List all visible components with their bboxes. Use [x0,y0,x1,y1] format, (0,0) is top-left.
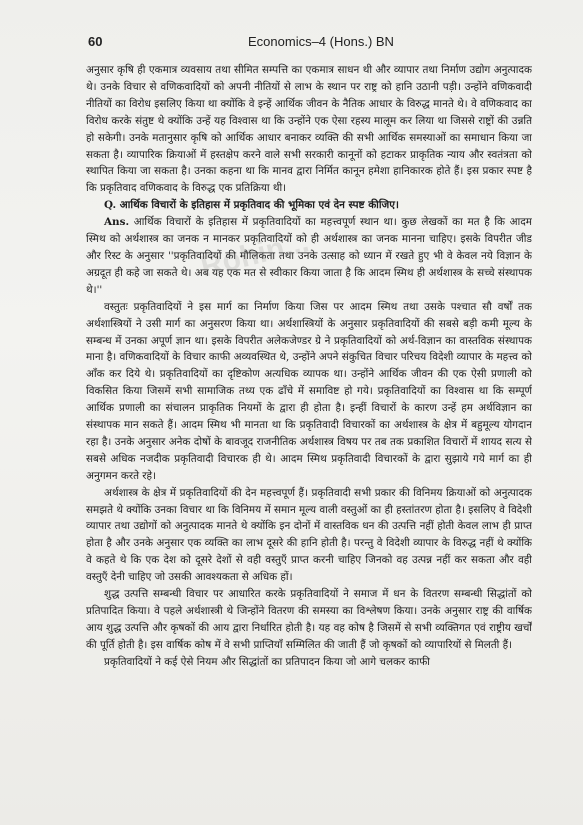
answer-text: आर्थिक विचारों के इतिहास में प्रकृतिवादियों का महत्त्वपूर्ण स्थान था। कुछ लेखकों का मत है कि आदम स्मिथ को अर्थशास्त्र का जनक न मानकर प्रकृतिवादियों को ही अर्थशास्त्र का जनक मानना चाहिए। इसके विपरीत जीड और रिस्ट के अनुसार ''प्रकृतिवादियों की मौलिकता तथा उनके उत्साह को ध्यान में रखते हुए भी वे केवल नये विज्ञान के अग्रदूत ही कहे जा सकते थे। अब यह एक मत से स्वीकार किया जाता है कि आदम स्मिथ ही अर्थशास्त्र के सच्चे संस्थापक थे।'' [86,216,532,296]
paragraph-distribution: शुद्ध उत्पत्ति सम्बन्धी विचार पर आधारित करके प्रकृतिवादियों ने समाज में धन के वितरण सम्बन्धी सिद्धांतों को प्रतिपादित किया। वे पहले अर्थशास्त्री थे जिन्होंने वितरण की समस्या का विश्लेषण किया। उनके अनुसार राष्ट्र की वार्षिक आय शुद्ध उत्पत्ति और कृषकों की आय द्वारा निर्धारित होती है। यह वह कोष है जिसमें से सभी व्यक्तिगत एवं राष्ट्रीय खर्चों की पूर्ति होती है। इस वार्षिक कोष में वे सभी प्राप्तियाँ सम्मिलित की जाती हैं जो कृषकों को व्यापारियों से मिलती हैं। [86,588,532,651]
paragraph-contribution: वस्तुतः प्रकृतिवादियों ने इस मार्ग का निर्माण किया जिस पर आदम स्मिथ तथा उसके पश्चात सौ वर्षों तक अर्थशास्त्रियों ने उसी मार्ग का अनुसरण किया था। अर्थशास्त्रियों के अनुसार प्रकृतिवादियों की सबसे बड़ी कमी मूल्य के सम्बन्ध में उनका अपूर्ण ज्ञान था। इसके विपरीत अलेकजेण्डर ग्रे ने प्रकृतिवादियों को अर्थ-विज्ञान का वास्तविक संस्थापक माना है। वणिकवादियों के विचार काफी अव्यवस्थित थे, उन्होंने अपने संकुचित विचार परिचय विदेशी व्यापार के महत्त्व को आँक कर दिये थे। प्रकृतिवादियों का दृष्टिकोण अत्यधिक व्यापक था। उन्होंने आर्थिक जीवन की एक ऐसी प्रणाली को विकसित किया जिसमें सभी सामाजिक तथ्य एक ढाँचे में समाविष्ट हो गये। प्रकृतिवादियों का विश्वास था कि सम्पूर्ण आर्थिक प्रणाली का संचालन प्राकृतिक नियमों के द्वारा ही होता है। इन्हीं विचारों के कारण उन्हें हम अर्थविज्ञान का संस्थापक मान सकते हैं। आदम स्मिथ भी मानता था कि प्रकृतिवादी विचारकों का अर्थशास्त्र के क्षेत्र में बहुमूल्य योगदान रहा है। उनके अनुसार अनेक दोषों के बावजूद राजनीतिक अर्थशास्त्र विषय पर तब तक प्रकाशित विचारों में शायद सत्य से सबसे अधिक नजदीक प्रकृतिवादी विचारक ही थे। आदम स्मिथ प्रकृतिवादी विचारकों के द्वारा सुझाये गये मार्ग का ही अनुगमन करते रहे। [86,300,532,482]
answer-label: Ans. [104,216,130,229]
running-title: Economics–4 (Hons.) BN [248,34,394,49]
paragraph-closing: प्रकृतिवादियों ने कई ऐसे नियम और सिद्धांतों का प्रतिपादन किया जो आगे चलकर काफी [104,655,430,668]
question-heading: Q. आर्थिक विचारों के इतिहास में प्रकृतिवाद की भूमिका एवं देन स्पष्ट कीजिए। [104,199,399,212]
page-header [88,34,543,54]
page-number: 60 [88,34,103,49]
watermark: Rohin... [197,225,313,284]
paragraph-intro: अनुसार कृषि ही एकमात्र व्यवसाय तथा सीमित सम्पत्ति का एकमात्र साधन थी और व्यापार तथा निर्माण उद्योग अनुत्पादक थे। उनके विचार से वणिकवादियों को अपनी नीतियों से लाभ के स्थान पर राष्ट्र को हानि उठानी पड़ी। उन्होंने वणिकवादी नीतियों का विरोध इसलिए किया था क्योंकि वे इन्हें आर्थिक जीवन के नैतिक आधार के विरुद्ध मानते थे। वे वणिकवाद का विरोध करके संतुष्ट थे क्योंकि उन्हें यह विश्वास था कि उन्होंने एक ऐसा रहस्य मालूम कर लिया था जिससे राष्ट्रों की उन्नति हो सकेगी। उनके मतानुसार कृषि को आर्थिक आधार बनाकर व्यक्ति की सभी आर्थिक समस्याओं का समाधान किया जा सकता है। व्यापारिक क्रियाओं में हस्तक्षेप करने वाले सभी सरकारी कानूनों को हटाकर प्राकृतिक न्याय और स्वतंत्रता को स्थापित किया जा सकता है। उनका कहना था कि मानव द्वारा निर्मित कानून हमेशा हानिकारक होते हैं। इस प्रकार स्पष्ट है कि प्रकृतिवाद वणिकवाद के विरुद्ध एक प्रतिक्रिया थी। [86,64,532,195]
paragraph-exchange: अर्थशास्त्र के क्षेत्र में प्रकृतिवादियों की देन महत्त्वपूर्ण हैं। प्रकृतिवादी सभी प्रकार की विनिमय क्रियाओं को अनुत्पादक समझते थे क्योंकि उनका विचार था कि विनिमय में समान मूल्य वाली वस्तुओं का ही हस्तांतरण होता है। इसलिए वे विदेशी व्यापार तथा उद्योगों को अनुत्पादक मानते थे क्योंकि इन दोनों में वास्तविक धन की उत्पत्ति नहीं होती केवल लाभ ही प्राप्त होता है और उनके अनुसार एक व्यक्ति का लाभ दूसरे की हानि होती है। परन्तु वे विदेशी व्यापार के विरुद्ध नहीं थे क्योंकि वे कहते थे कि एक देश को दूसरे देशों से वही वस्तुएँ प्राप्त करनी चाहिए जिनको वह उत्पन्न नहीं कर सकता और वही वस्तुएँ देनी चाहिए जो उसकी आवश्यकता से अधिक हों। [86,486,532,584]
answer-paragraph [86,214,532,299]
page-body [86,62,532,817]
